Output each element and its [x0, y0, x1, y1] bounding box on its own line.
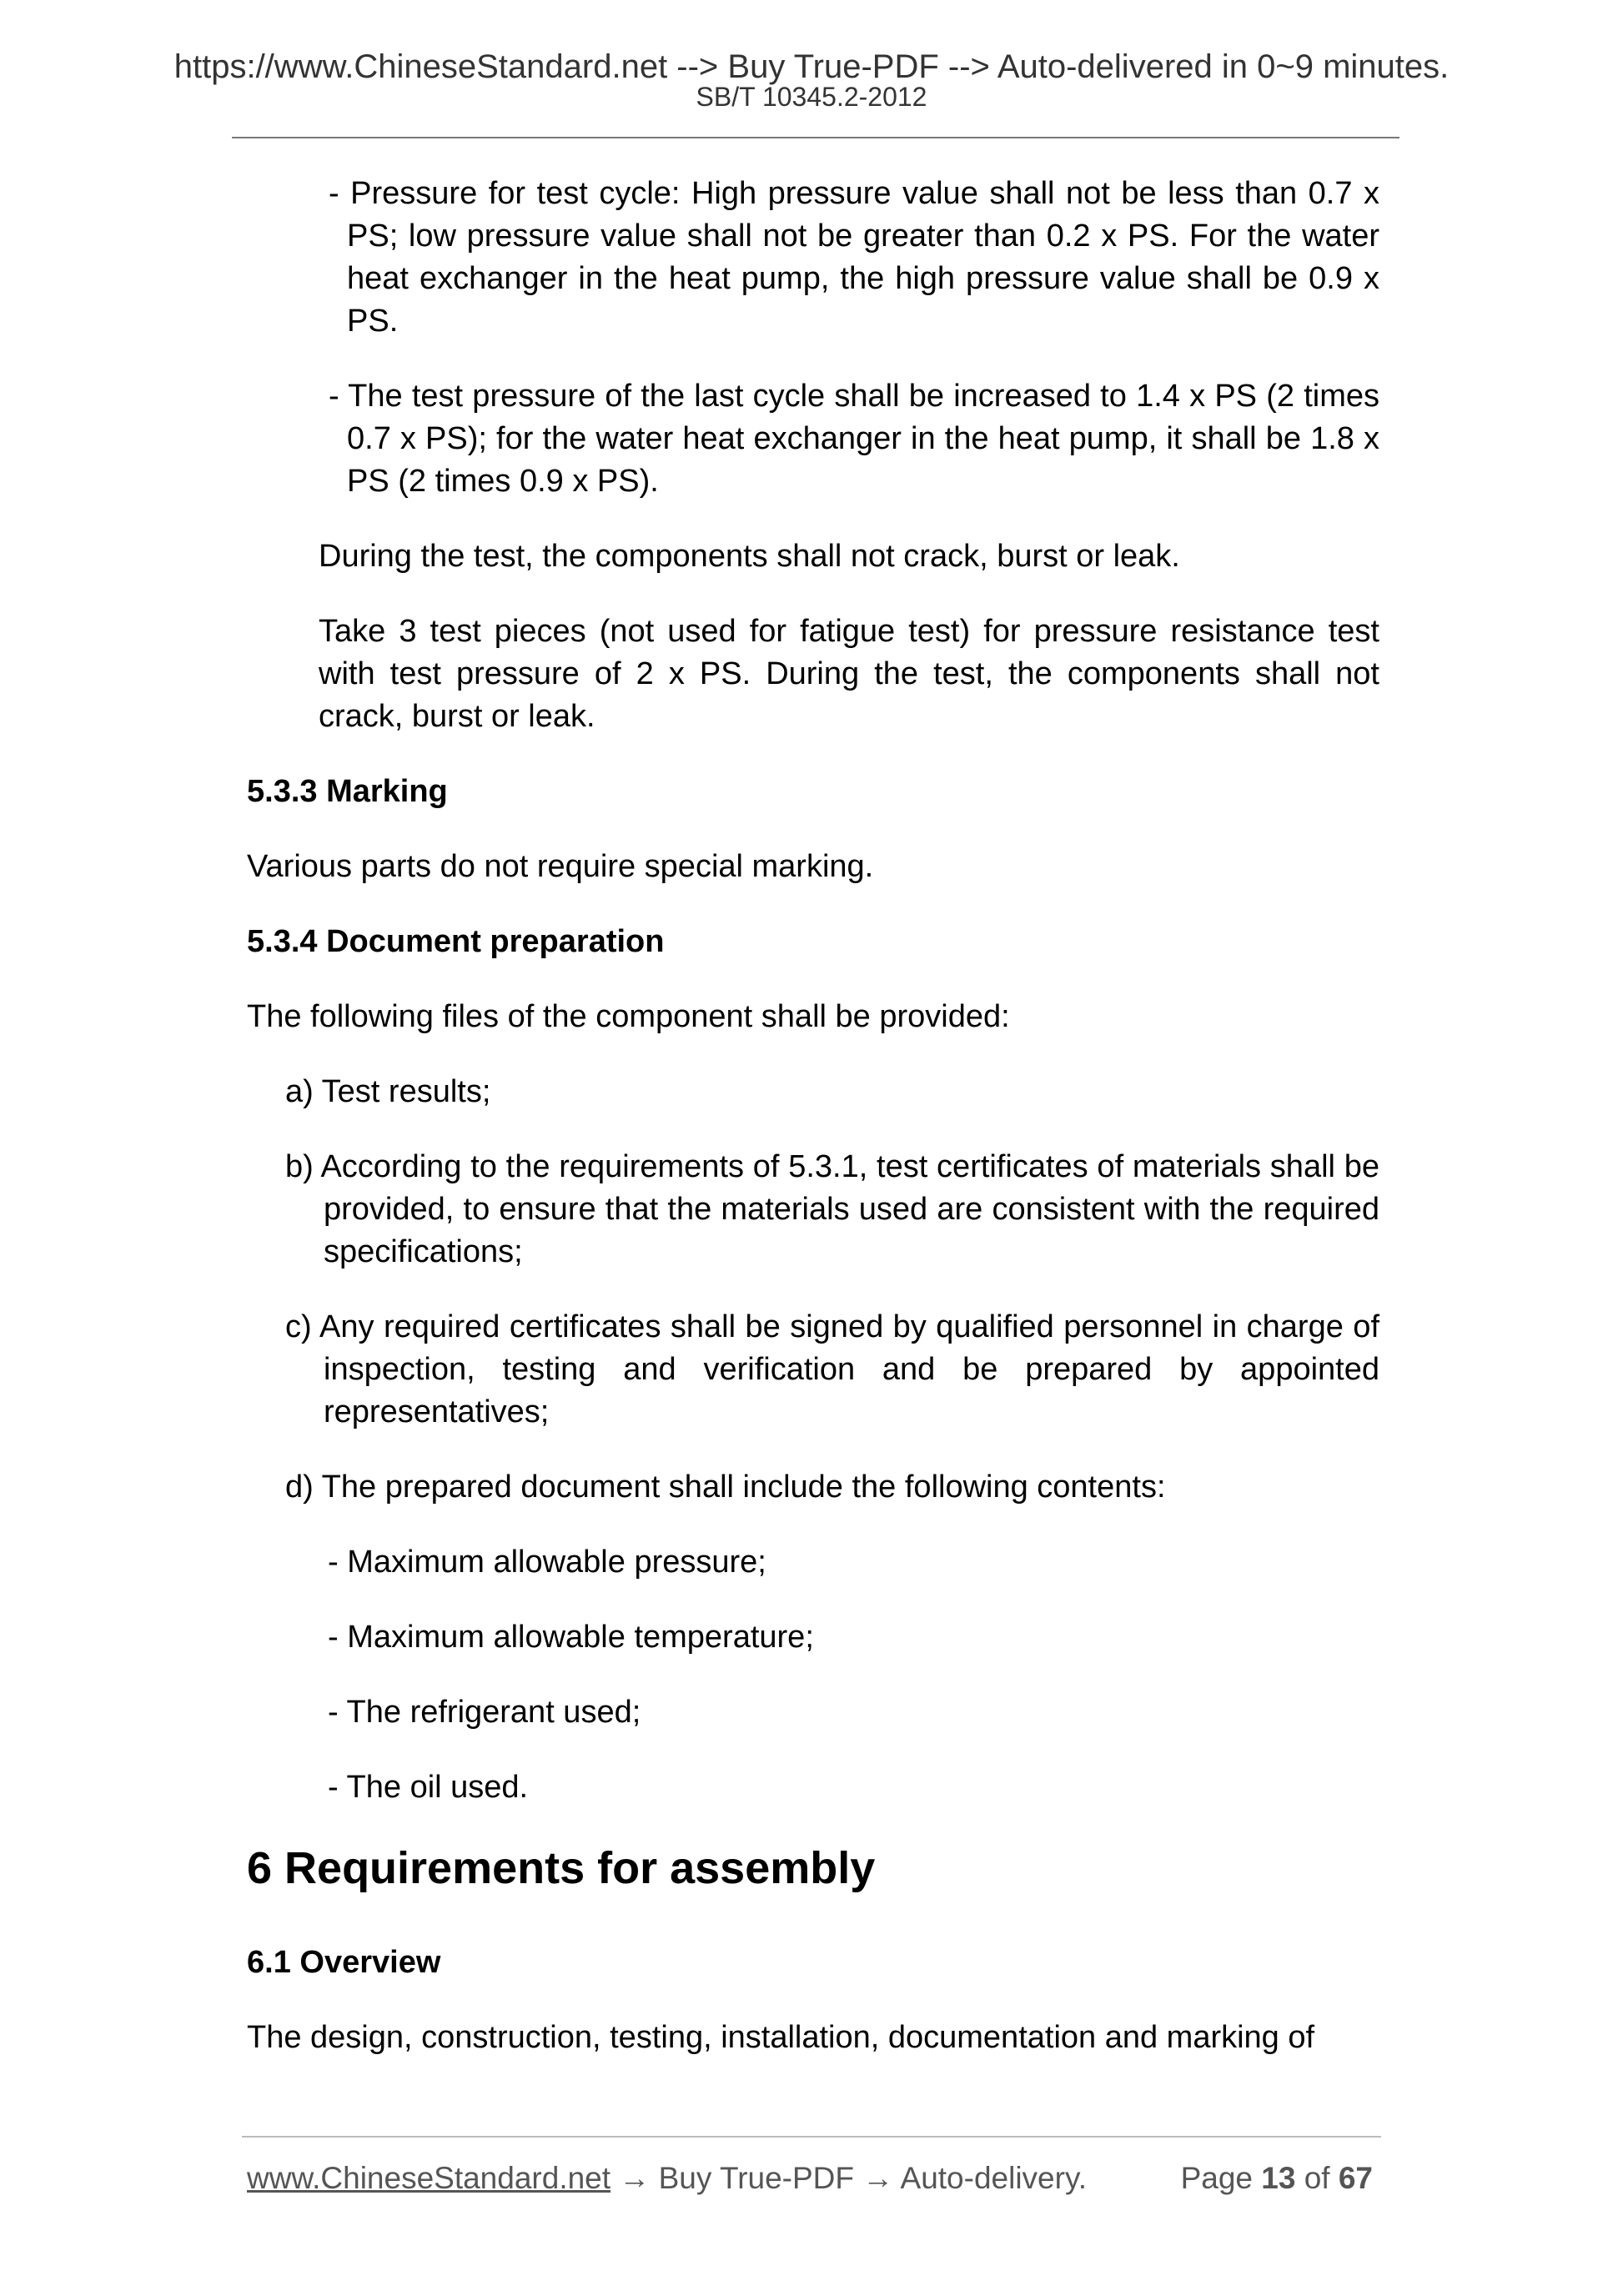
- document-body: [247, 173, 1389, 2092]
- paragraph-no-crack: During the test, the components shall not crack, burst or leak.: [319, 539, 1180, 574]
- footer-site-link[interactable]: www.ChineseStandard.net: [247, 2161, 611, 2195]
- heading-6: 6 Requirements for assembly: [247, 1843, 876, 1893]
- heading-6-1: 6.1 Overview: [247, 1945, 441, 1980]
- sub-item-refrigerant: - The refrigerant used;: [328, 1695, 641, 1730]
- footer-divider: [242, 2136, 1381, 2138]
- page-label: Page: [1180, 2161, 1253, 2195]
- page-total: 67: [1338, 2161, 1373, 2195]
- paragraph-last-cycle-pressure: - The test pressure of the last cycle shall be increased to 1.4 x PS (2 times 0.7 x PS); for the water heat exchanger in the heat pump, it shall be 1.8 x PS (2 times 0.9 x PS).: [329, 379, 1379, 499]
- header-divider: [232, 137, 1399, 138]
- list-item-c: c) Any required certificates shall be signed by qualified personnel in charge of inspection, testing and verification and be prepared by appointed representatives;: [285, 1309, 1379, 1429]
- paragraph-marking: Various parts do not require special marking.: [247, 849, 874, 884]
- paragraph-files-intro: The following files of the component shall be provided:: [247, 999, 1010, 1034]
- paragraph-test-cycle-pressure: - Pressure for test cycle: High pressure value shall not be less than 0.7 x PS; low pressure value shall not be greater than 0.2 x PS. For the water heat exchanger in the heat pump, the high pressure value shall be 0.9 x PS.: [329, 176, 1379, 339]
- list-item-b: b) According to the requirements of 5.3.1, test certificates of materials shall be provided, to ensure that the materials used are consistent with the required specifications;: [285, 1149, 1379, 1269]
- footer-tagline: → Buy True-PDF → Auto-delivery.: [611, 2161, 1087, 2195]
- of-label: of: [1304, 2161, 1330, 2195]
- heading-5-3-4: 5.3.4 Document preparation: [247, 924, 665, 959]
- footer-left: [247, 2158, 1087, 2198]
- page-indicator: [1181, 2158, 1373, 2198]
- page-number: 13: [1261, 2161, 1296, 2195]
- sub-item-max-pressure: - Maximum allowable pressure;: [328, 1545, 766, 1580]
- list-item-d: d) The prepared document shall include the following contents:: [285, 1470, 1166, 1505]
- standard-code: SB/T 10345.2-2012: [696, 82, 927, 112]
- header-url-banner: https://www.ChineseStandard.net --> Buy True-PDF --> Auto-delivered in 0~9 minutes.: [173, 48, 1450, 85]
- sub-item-oil: - The oil used.: [328, 1770, 529, 1805]
- page-footer: [247, 2158, 1383, 2198]
- list-item-a: a) Test results;: [285, 1074, 491, 1109]
- paragraph-pressure-resistance: Take 3 test pieces (not used for fatigue test) for pressure resistance test with test pressure of 2 x PS. During the test, the components shall not crack, burst or leak.: [319, 614, 1379, 734]
- heading-5-3-3: 5.3.3 Marking: [247, 774, 448, 809]
- sub-item-max-temperature: - Maximum allowable temperature;: [328, 1620, 814, 1655]
- paragraph-overview: The design, construction, testing, installation, documentation and marking of: [247, 2020, 1315, 2055]
